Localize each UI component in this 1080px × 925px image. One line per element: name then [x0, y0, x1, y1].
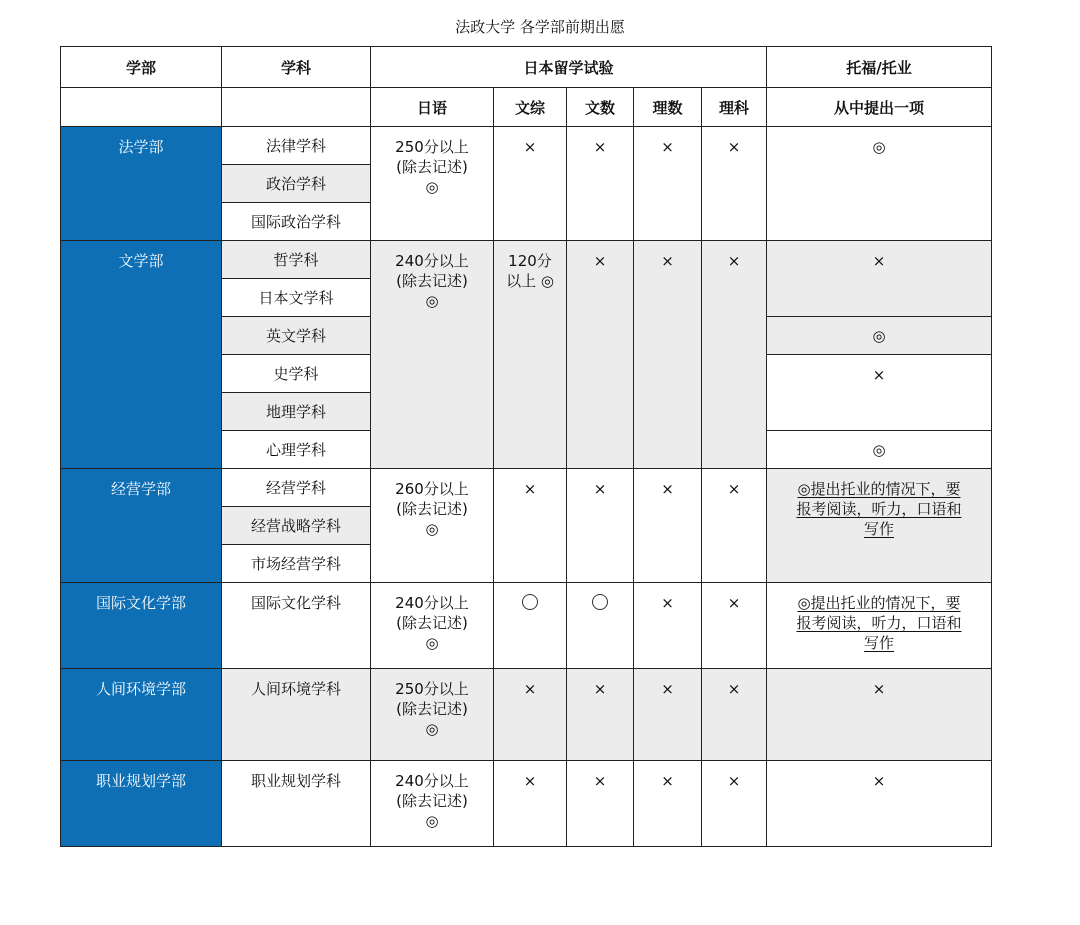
toefl-note-cell: ◎提出托业的情况下，要 报考阅读，听力，口语和 写作 — [767, 469, 992, 583]
subject-cell: 经营学科 — [222, 469, 371, 507]
wenzong-cell: × — [494, 761, 567, 847]
toefl-cell: ◎ — [767, 127, 992, 241]
japanese-cell: 240分以上 (除去记述) ◎ — [371, 761, 494, 847]
subject-cell: 史学科 — [222, 355, 371, 393]
toefl-cell: × — [767, 241, 992, 317]
dept-cell: 职业规划学部 — [61, 761, 222, 847]
table-row — [61, 469, 992, 507]
japanese-cell: 240分以上 (除去记述) ◎ — [371, 583, 494, 669]
header-wenshu: 文数 — [567, 88, 634, 127]
header-lishu: 理数 — [634, 88, 702, 127]
dept-cell: 国际文化学部 — [61, 583, 222, 669]
like-cell: × — [702, 761, 767, 847]
admission-table — [60, 46, 992, 847]
dept-cell: 法学部 — [61, 127, 222, 241]
like-cell: × — [702, 241, 767, 469]
page-title: 法政大学 各学部前期出愿 — [455, 18, 625, 36]
header-subject-blank — [222, 88, 371, 127]
header-subject: 学科 — [222, 47, 371, 88]
wenzong-cell: × — [494, 127, 567, 241]
like-cell: × — [702, 469, 767, 583]
wenshu-cell: × — [567, 127, 634, 241]
subject-cell: 地理学科 — [222, 393, 371, 431]
header-eju: 日本留学试验 — [371, 47, 767, 88]
japanese-cell: 250分以上 (除去记述) ◎ — [371, 127, 494, 241]
subject-cell: 职业规划学科 — [222, 761, 371, 847]
wenzong-cell: × — [494, 669, 567, 761]
subject-cell: 心理学科 — [222, 431, 371, 469]
subject-cell: 哲学科 — [222, 241, 371, 279]
japanese-cell: 250分以上 (除去记述) ◎ — [371, 669, 494, 761]
subject-cell: 法律学科 — [222, 127, 371, 165]
like-cell: × — [702, 583, 767, 669]
toefl-cell: ◎ — [767, 317, 992, 355]
lishu-cell: × — [634, 669, 702, 761]
header-toefl-sub: 从中提出一项 — [767, 88, 992, 127]
dept-cell: 文学部 — [61, 241, 222, 469]
dept-cell: 经营学部 — [61, 469, 222, 583]
toefl-cell: × — [767, 669, 992, 761]
table-row — [61, 241, 992, 279]
lishu-cell: × — [634, 469, 702, 583]
japanese-cell: 260分以上 (除去记述) ◎ — [371, 469, 494, 583]
header-like: 理科 — [702, 88, 767, 127]
circle-mark-icon — [592, 594, 608, 610]
lishu-cell: × — [634, 761, 702, 847]
table-row — [61, 669, 992, 761]
dept-cell: 人间环境学部 — [61, 669, 222, 761]
circle-mark-icon — [522, 594, 538, 610]
wenshu-cell: × — [567, 669, 634, 761]
header-japanese: 日语 — [371, 88, 494, 127]
subject-cell: 日本文学科 — [222, 279, 371, 317]
toefl-cell: × — [767, 355, 992, 431]
toefl-note-cell: ◎提出托业的情况下，要 报考阅读，听力，口语和 写作 — [767, 583, 992, 669]
table-row — [61, 583, 992, 669]
header-toefl: 托福/托业 — [767, 47, 992, 88]
header-dept-blank — [61, 88, 222, 127]
wenshu-cell: × — [567, 761, 634, 847]
table-row — [61, 761, 992, 847]
wenshu-cell — [567, 583, 634, 669]
header-wenzong: 文综 — [494, 88, 567, 127]
header-dept: 学部 — [61, 47, 222, 88]
wenshu-cell: × — [567, 241, 634, 469]
wenzong-cell — [494, 583, 567, 669]
like-cell: × — [702, 669, 767, 761]
wenzong-cell: 120分 以上 ◎ — [494, 241, 567, 469]
subject-cell: 国际政治学科 — [222, 203, 371, 241]
wenzong-cell: × — [494, 469, 567, 583]
subject-cell: 国际文化学科 — [222, 583, 371, 669]
subject-cell: 英文学科 — [222, 317, 371, 355]
subject-cell: 人间环境学科 — [222, 669, 371, 761]
wenshu-cell: × — [567, 469, 634, 583]
toefl-cell: ◎ — [767, 431, 992, 469]
lishu-cell: × — [634, 241, 702, 469]
like-cell: × — [702, 127, 767, 241]
lishu-cell: × — [634, 127, 702, 241]
lishu-cell: × — [634, 583, 702, 669]
table-row — [61, 127, 992, 165]
japanese-cell: 240分以上 (除去记述) ◎ — [371, 241, 494, 469]
subject-cell: 市场经营学科 — [222, 545, 371, 583]
subject-cell: 经营战略学科 — [222, 507, 371, 545]
subject-cell: 政治学科 — [222, 165, 371, 203]
toefl-cell: × — [767, 761, 992, 847]
